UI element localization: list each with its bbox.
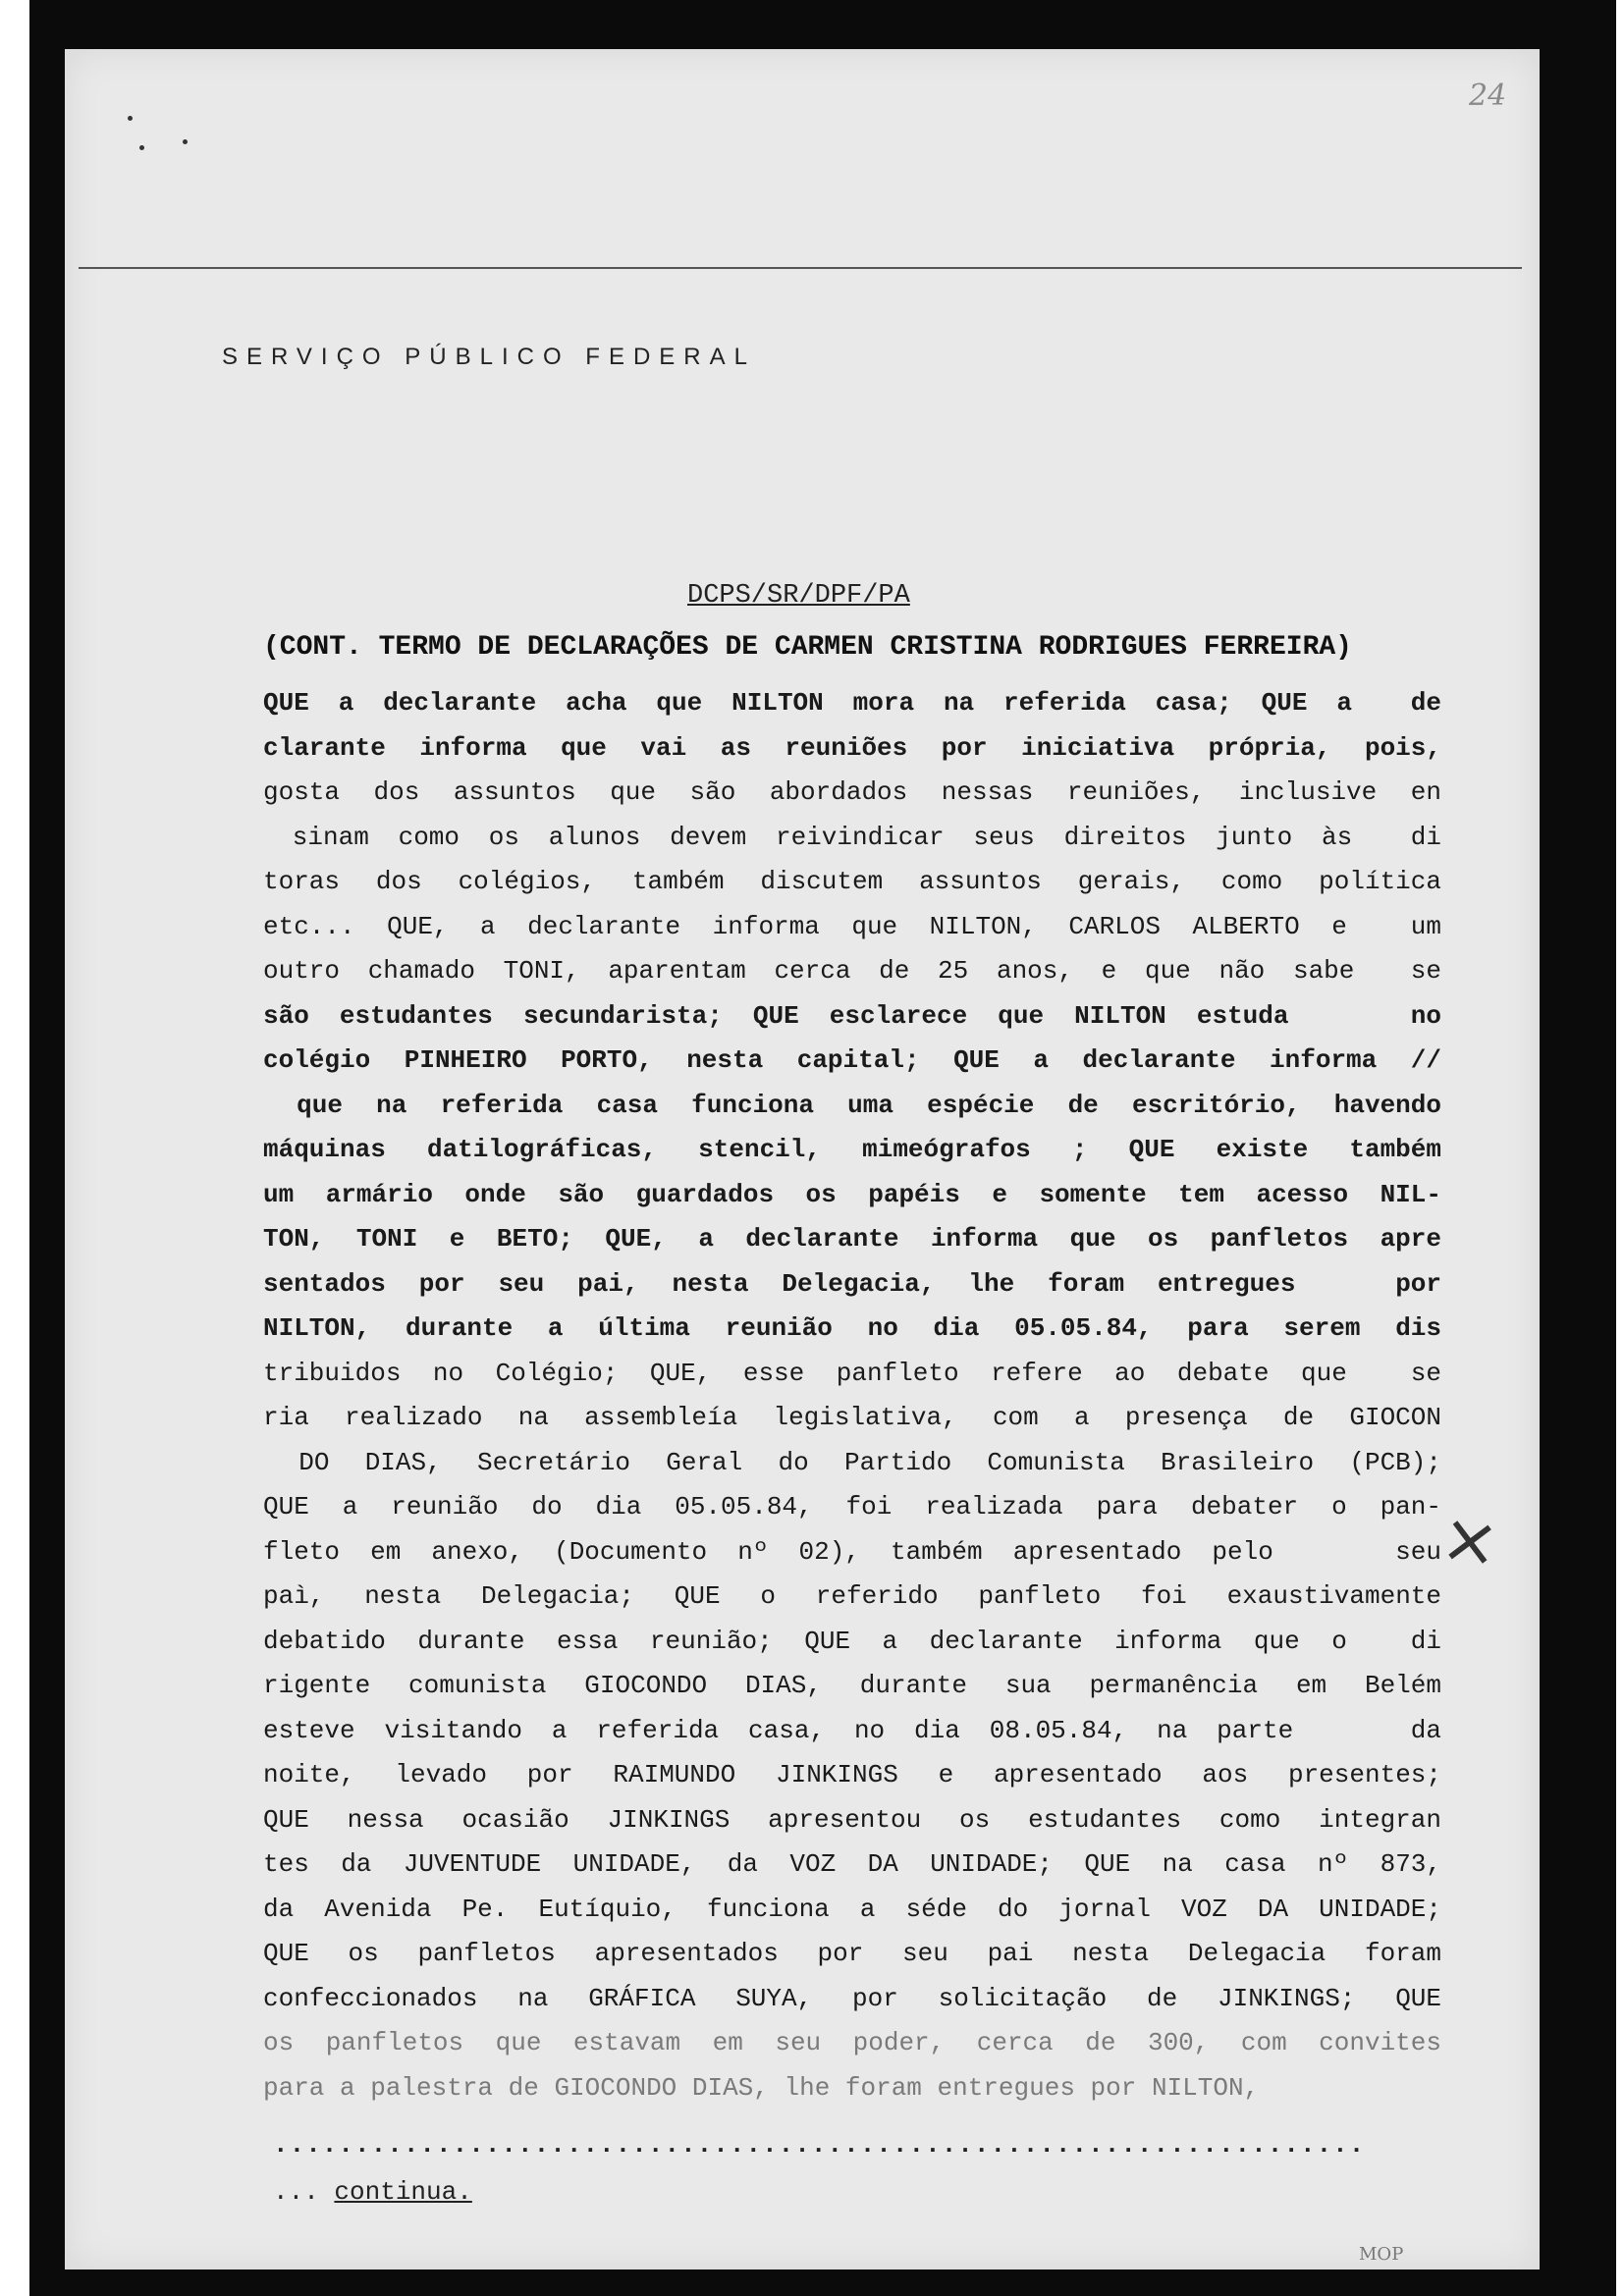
body-line: para a palestra de GIOCONDO DIAS, lhe foram entregues por NILTON, [263, 2072, 1260, 2103]
body-line: esteve visitando a referida casa, no dia 08.05.84, na parte da [263, 1715, 1441, 1745]
body-line: da Avenida Pe. Eutíquio, funciona a séde do jornal VOZ DA UNIDADE; [263, 1894, 1441, 1924]
declaration-body [263, 681, 1441, 2110]
dot-leader: ................................................................... [273, 2130, 1366, 2160]
body-line: tribuidos no Colégio; QUE, esse panfleto refere ao debate que se [263, 1358, 1441, 1388]
letterhead: SERVIÇO PÚBLICO FEDERAL [222, 344, 756, 370]
body-line: noite, levado por RAIMUNDO JINKINGS e apresentado aos presentes; [263, 1760, 1441, 1789]
body-line: tes da JUVENTUDE UNIDADE, da VOZ DA UNIDADE; QUE na casa nº 873, [263, 1849, 1441, 1879]
body-line: etc... QUE, a declarante informa que NILTON, CARLOS ALBERTO e um [263, 911, 1441, 941]
body-line: QUE os panfletos apresentados por seu pai nesta Delegacia foram [263, 1939, 1441, 1968]
body-line: colégio PINHEIRO PORTO, nesta capital; QUE a declarante informa // [263, 1045, 1441, 1075]
body-line: sinam como os alunos devem reivindicar seus direitos junto às di [263, 822, 1441, 852]
body-line: paì, nesta Delegacia; QUE o referido panfleto foi exaustivamente [263, 1581, 1441, 1611]
continuation-note [273, 2177, 472, 2207]
margin-cross-mark: × [1435, 1496, 1505, 1584]
body-line: fleto em anexo, (Documento nº 02), também apresentado pelo seu [263, 1536, 1441, 1567]
scan-speck [128, 116, 133, 121]
body-line: sentados por seu pai, nesta Delegacia, lhe foram entregues por [263, 1268, 1441, 1299]
body-line: são estudantes secundarista; QUE esclarece que NILTON estuda no [263, 1000, 1441, 1031]
scan-speck [139, 145, 144, 150]
body-line: toras dos colégios, também discutem assuntos gerais, como política [263, 867, 1441, 896]
body-line: que na referida casa funciona uma espécie de escritório, havendo [263, 1090, 1441, 1120]
document-reference: DCPS/SR/DPF/PA [687, 581, 910, 611]
body-line: os panfletos que estavam em seu poder, cerca de 300, com convites [263, 2028, 1441, 2057]
body-line: QUE a declarante acha que NILTON mora na referida casa; QUE a de [263, 688, 1441, 718]
page-number: 24 [1469, 79, 1507, 113]
body-line: outro chamado TONI, aparentam cerca de 25 anos, e que não sabe se [263, 956, 1441, 986]
body-line: máquinas datilográficas, stencil, mimeógrafos ; QUE existe também [263, 1135, 1441, 1164]
document-title: (CONT. TERMO DE DECLARAÇÕES DE CARMEN CRISTINA RODRIGUES FERREIRA) [263, 632, 1352, 663]
footer-stamp: MOP [1359, 2244, 1404, 2265]
continuation-text: continua. [334, 2177, 472, 2207]
body-line: ria realizado na assembleía legislativa, com a presença de GIOCON [263, 1403, 1441, 1432]
body-line: QUE nessa ocasião JINKINGS apresentou os estudantes como integran [263, 1804, 1441, 1835]
body-line: um armário onde são guardados os papéis e somente tem acesso NIL- [263, 1179, 1441, 1209]
body-line: QUE a reunião do dia 05.05.84, foi realizada para debater o pan- [263, 1492, 1441, 1522]
body-line: TON, TONI e BETO; QUE, a declarante informa que os panfletos apre [263, 1224, 1441, 1254]
body-line: rigente comunista GIOCONDO DIAS, durante sua permanência em Belém [263, 1671, 1441, 1700]
body-line: gosta dos assuntos que são abordados nessas reuniões, inclusive en [263, 777, 1441, 807]
body-line: clarante informa que vai as reuniões por iniciativa própria, pois, [263, 732, 1441, 763]
body-line: DO DIAS, Secretário Geral do Partido Comunista Brasileiro (PCB); [263, 1447, 1441, 1477]
continuation-prefix: ... [273, 2177, 319, 2207]
body-line: debatido durante essa reunião; QUE a declarante informa que o di [263, 1626, 1441, 1656]
body-line: confeccionados na GRÁFICA SUYA, por solicitação de JINKINGS; QUE [263, 1983, 1441, 2013]
body-line: NILTON, durante a última reunião no dia 05.05.84, para serem dis [263, 1313, 1441, 1343]
header-rule [79, 267, 1522, 269]
scan-speck [183, 139, 188, 144]
